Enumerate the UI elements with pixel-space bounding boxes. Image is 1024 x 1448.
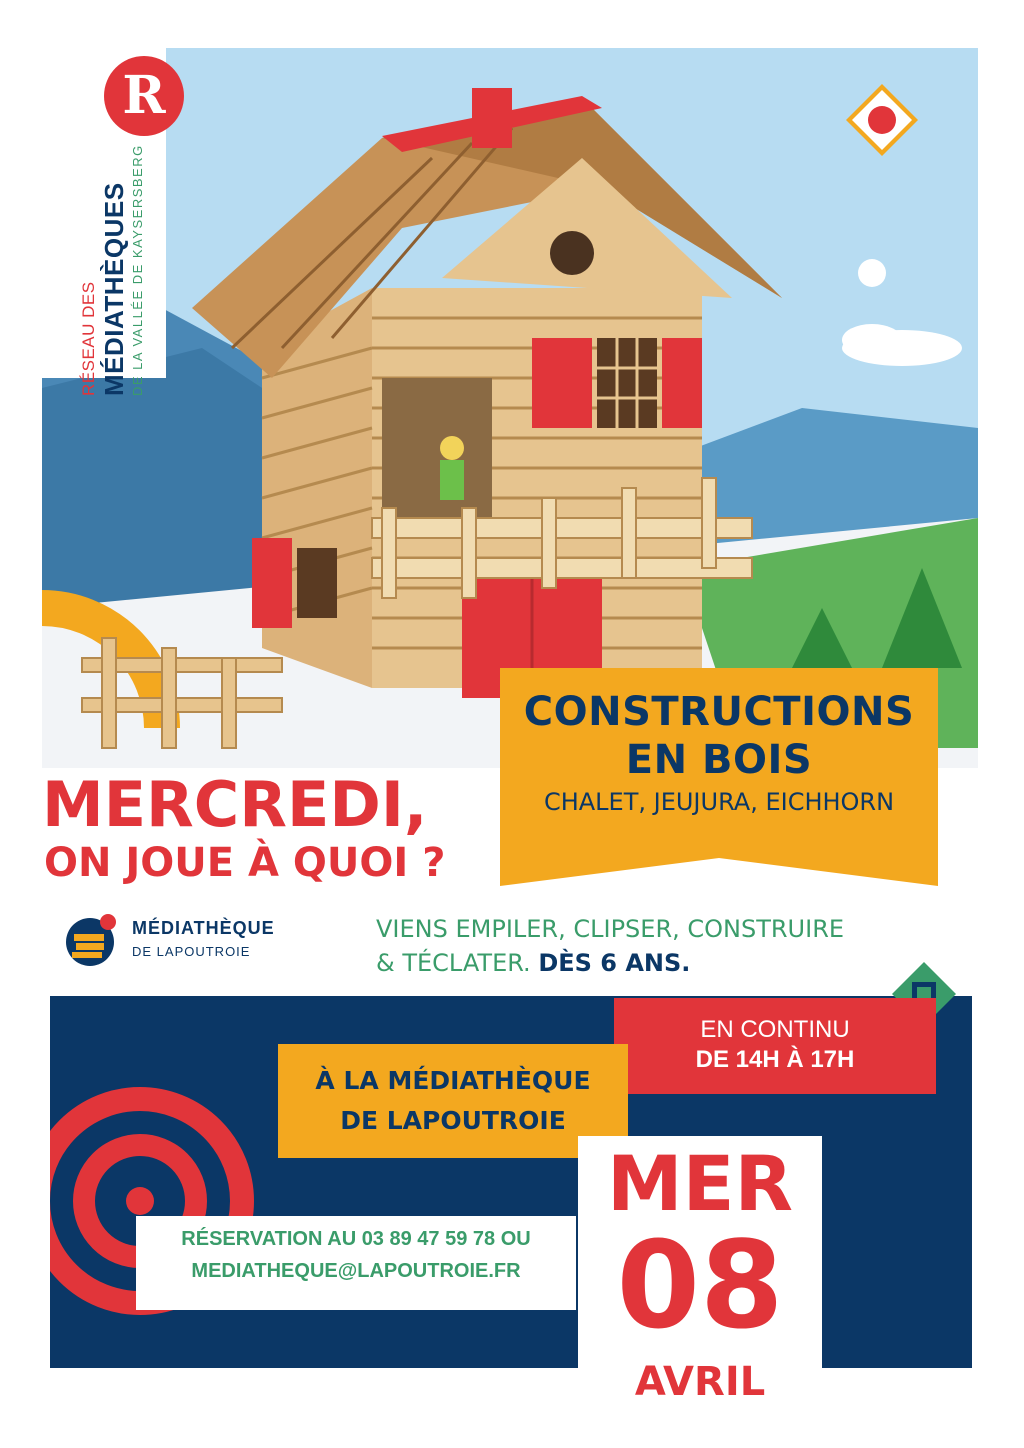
date-day-of-week: MER [606, 1139, 794, 1228]
network-logo-text [79, 136, 145, 396]
tagline-line2 [376, 946, 946, 980]
library-logo-place: DE LAPOUTROIE [132, 944, 251, 959]
reservation-phone: RÉSERVATION AU 03 89 47 59 78 OU [181, 1228, 531, 1250]
location-box [278, 1044, 628, 1158]
tagline-line1: VIENS EMPILER, CLIPSER, CONSTRUIRE [376, 915, 845, 943]
tagline [376, 912, 946, 980]
diamond-circle-icon [846, 84, 918, 156]
reservation-email[interactable]: MEDIATHEQUE@LAPOUTROIE.FR [191, 1260, 521, 1282]
reservation-box [136, 1216, 576, 1310]
heading-line2: ON JOUE À QUOI ? [44, 840, 446, 886]
date-day: 08 [616, 1217, 784, 1356]
event-subtitle: CHALET, JEUJURA, EICHHORN [543, 788, 895, 816]
schedule-box [614, 998, 936, 1094]
schedule-line1: EN CONTINU [700, 1016, 850, 1043]
date-month: AVRIL [634, 1359, 766, 1405]
event-title-line2: EN BOIS [625, 737, 813, 783]
library-logo-name: MÉDIATHÈQUE [132, 918, 275, 938]
heading-line1: MERCREDI, [42, 768, 428, 841]
tagline-age: DÈS 6 ANS. [538, 949, 691, 977]
hero-photo [42, 48, 978, 768]
event-title-line1: CONSTRUCTIONS [523, 689, 915, 735]
location-line1: À LA MÉDIATHÈQUE [315, 1066, 591, 1095]
event-title [500, 688, 938, 784]
schedule-line2: DE 14H À 17H [695, 1046, 855, 1073]
tagline-line2-text: & TÉCLATER. [376, 949, 531, 977]
network-logo-line3: DE LA VALLÉE DE KAYSERSBERG [130, 144, 145, 396]
main-heading [42, 768, 502, 888]
books-icon [62, 912, 122, 968]
network-logo-line2: MÉDIATHÈQUES [99, 182, 129, 396]
library-logo [62, 912, 322, 968]
network-logo-panel [42, 48, 166, 396]
location-line2: DE LAPOUTROIE [340, 1106, 566, 1135]
network-logo-line1: RÉSEAU DES [79, 281, 98, 396]
title-box [500, 668, 938, 886]
wooden-chalet-illustration [42, 48, 978, 768]
network-logo-r-icon: R [104, 56, 184, 136]
